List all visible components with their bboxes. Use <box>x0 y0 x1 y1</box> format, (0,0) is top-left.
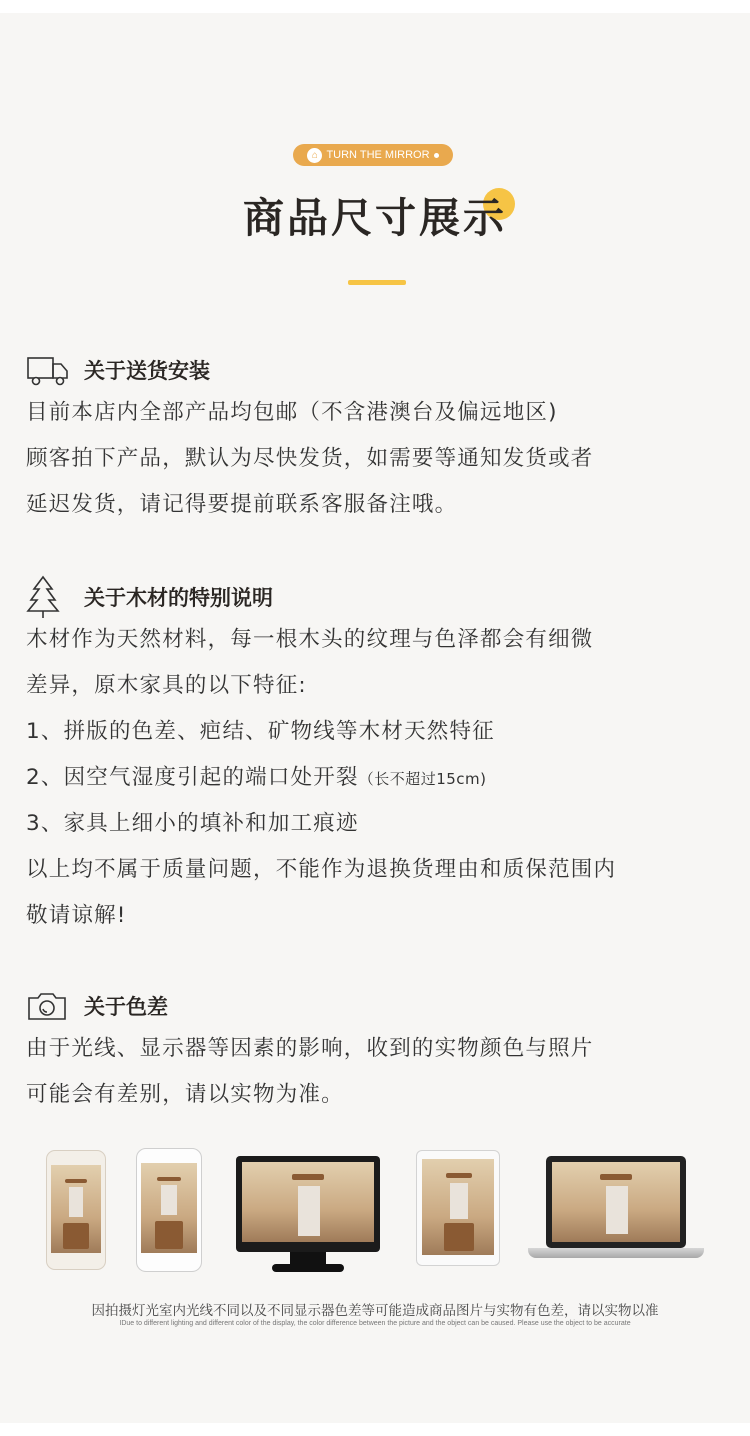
text-line: 以上均不属于质量问题，不能作为退换货理由和质保范围内 <box>26 857 617 882</box>
camera-icon <box>26 986 70 1026</box>
monitor-base <box>272 1264 344 1272</box>
badge-dot <box>434 153 439 158</box>
phone-white <box>136 1148 202 1272</box>
footer-note-cn: 因拍摄灯光室内光线不同以及不同显示器色差等可能造成商品图片与实物有色差，请以实物以准 <box>91 1303 659 1319</box>
laptop <box>546 1156 686 1248</box>
section-delivery <box>26 350 746 528</box>
detail-page <box>0 13 750 1423</box>
delivery-truck-icon <box>26 350 70 390</box>
text-line: 顾客拍下产品，默认为尽快发货，如需要等通知发货或者 <box>26 446 594 471</box>
page-title: 商品尺寸展示 <box>243 194 507 242</box>
text-line: 延迟发货，请记得要提前联系客服备注哦。 <box>26 492 458 517</box>
tablet <box>416 1150 500 1266</box>
footer-note-en: IDue to different lighting and different color of the display, the color difference between the picture and the object can be caused. Please use the object to be accurate <box>119 1320 631 1327</box>
crack-note: （长不超过15cm) <box>358 770 487 788</box>
laptop-base <box>528 1248 704 1258</box>
devices-illustration <box>40 1138 730 1283</box>
mirror-badge <box>293 144 453 166</box>
section-heading: 关于色差 <box>84 995 168 1019</box>
title-underline <box>348 280 406 285</box>
mirror-badge-icon: ⌂ <box>307 148 322 163</box>
pine-tree-icon <box>26 577 70 617</box>
text-line-main: 2、因空气湿度引起的端口处开裂 <box>26 765 359 790</box>
text-line: 差异，原木家具的以下特征: <box>26 673 307 698</box>
text-line: 可能会有差别，请以实物为准。 <box>26 1082 344 1107</box>
monitor <box>236 1156 380 1252</box>
text-line: 3、家具上细小的填补和加工痕迹 <box>26 811 359 836</box>
badge-text: TURN THE MIRROR <box>326 149 430 161</box>
text-line: 目前本店内全部产品均包邮（不含港澳台及偏远地区) <box>26 400 558 425</box>
text-line: 木材作为天然材料，每一根木头的纹理与色泽都会有细微 <box>26 627 594 652</box>
section-heading: 关于送货安装 <box>84 359 210 383</box>
text-line: 由于光线、显示器等因素的影响，收到的实物颜色与照片 <box>26 1036 594 1061</box>
section-color-difference <box>26 986 746 1118</box>
text-line: 1、拼版的色差、疤结、矿物线等木材天然特征 <box>26 719 495 744</box>
section-heading: 关于木材的特别说明 <box>84 586 273 610</box>
text-line <box>26 755 746 801</box>
text-line: 敬请谅解! <box>26 903 127 928</box>
phone-gold <box>46 1150 106 1270</box>
section-wood <box>26 577 746 939</box>
